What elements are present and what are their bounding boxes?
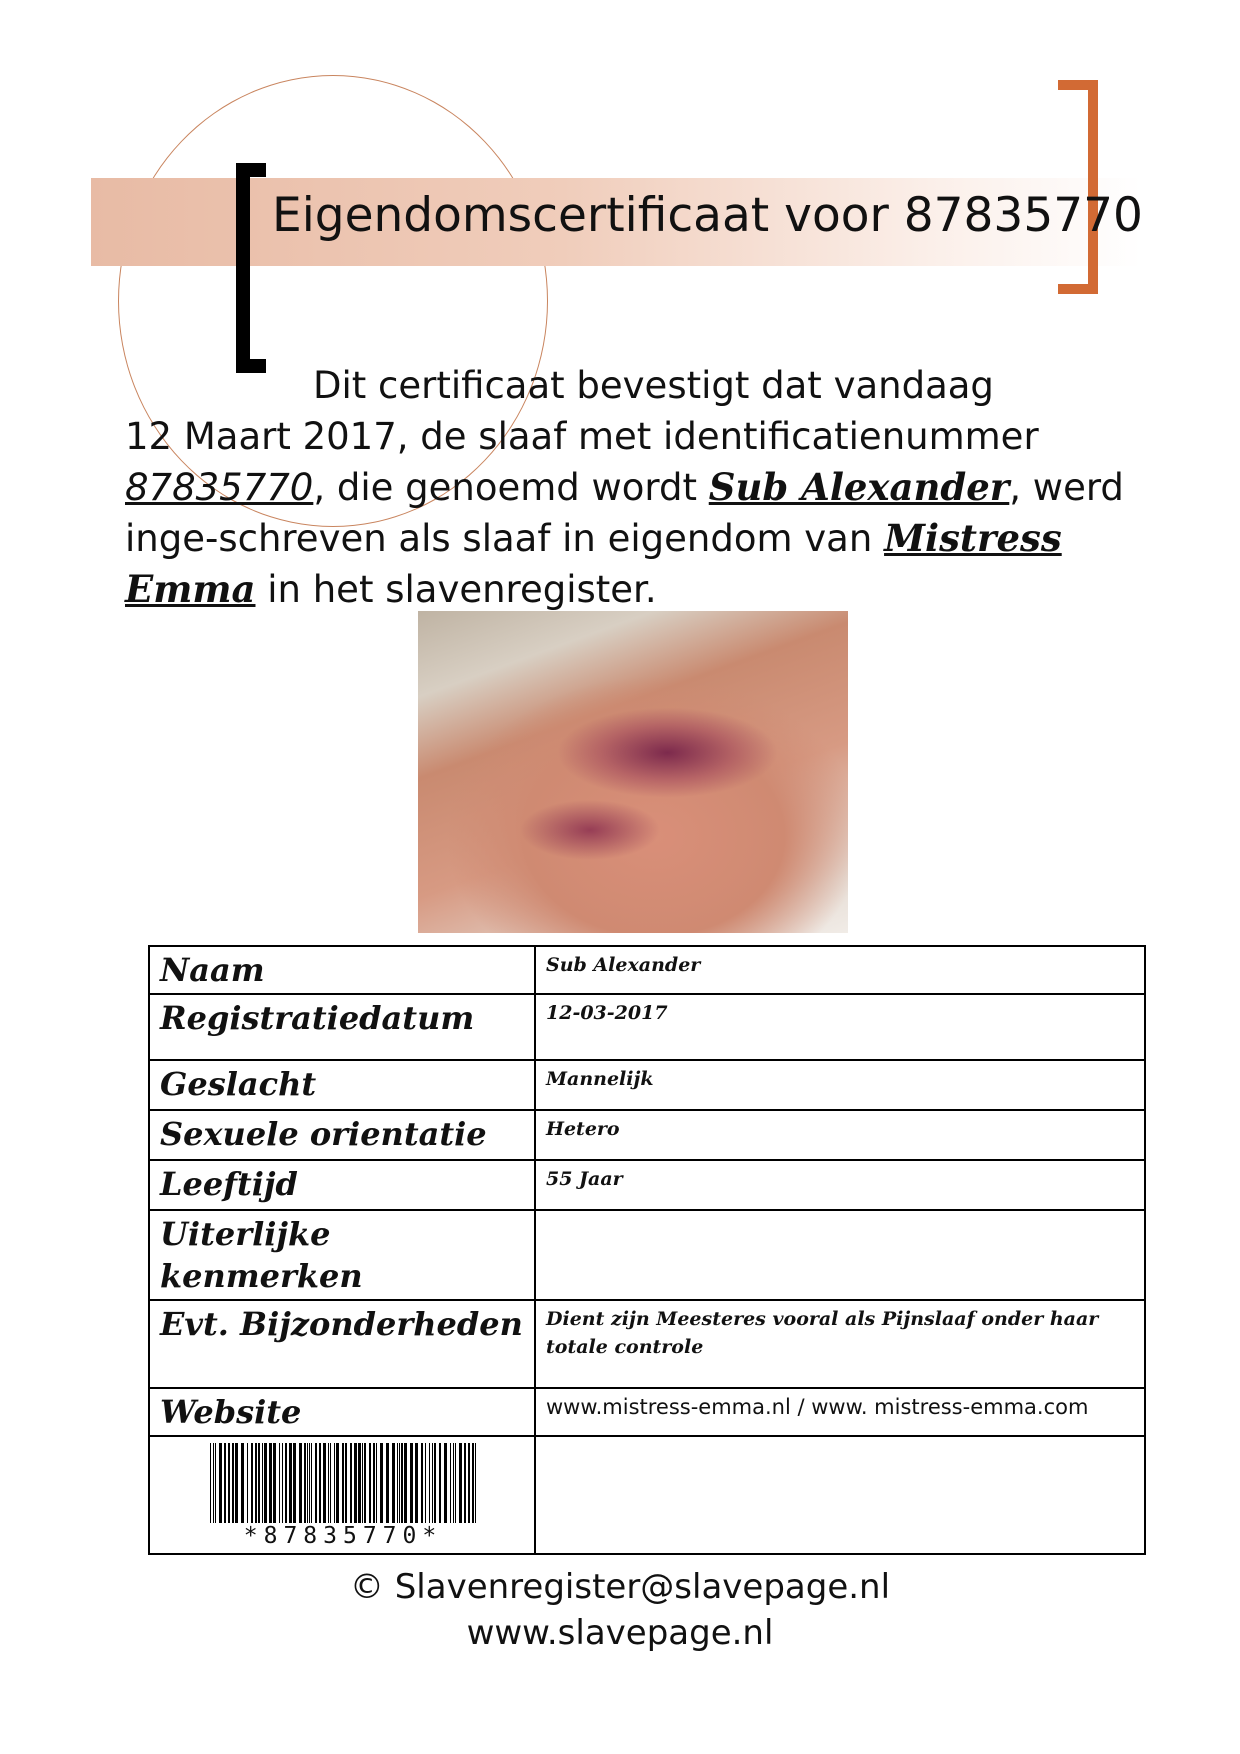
page-title: Eigendomscertificaat voor 87835770	[272, 188, 1143, 243]
row-label: Registratiedatum	[149, 994, 535, 1060]
statement-body	[125, 411, 1135, 615]
row-label: Sexuele orientatie	[149, 1110, 535, 1160]
left-bracket-decoration	[236, 163, 266, 373]
table-row	[149, 994, 1145, 1060]
table-row	[149, 1160, 1145, 1210]
website-link[interactable]: www.mistress-emma.nl / www. mistress-emma.com	[535, 1388, 1145, 1436]
row-label: Geslacht	[149, 1060, 535, 1110]
statement-end: in het slavenregister.	[255, 568, 657, 611]
footer	[0, 1564, 1240, 1656]
table-row	[149, 1210, 1145, 1300]
statement-id-number: 87835770	[125, 466, 314, 509]
statement-mid2: , werd inge-schreven als slaaf in eigendom van	[125, 466, 1124, 560]
row-label: Leeftijd	[149, 1160, 535, 1210]
statement-line1: Dit certificaat bevestigt dat vandaag	[313, 364, 994, 407]
statement-date: 12 Maart 2017, de slaaf met identificatienummer	[125, 415, 1039, 458]
table-row	[149, 1436, 1145, 1554]
table-row	[149, 1110, 1145, 1160]
table-row	[149, 946, 1145, 994]
row-label: Website	[149, 1388, 535, 1436]
row-label: Uiterlijke kenmerken	[149, 1210, 535, 1300]
barcode-text: *87835770*	[243, 1523, 443, 1549]
row-value: Hetero	[535, 1110, 1145, 1160]
row-value: 55 Jaar	[535, 1160, 1145, 1210]
barcode-icon	[210, 1443, 476, 1523]
footer-email[interactable]: © Slavenregister@slavepage.nl	[349, 1567, 891, 1607]
table-row	[149, 1388, 1145, 1436]
footer-site[interactable]: www.slavepage.nl	[466, 1613, 774, 1653]
table-row	[149, 1060, 1145, 1110]
info-table	[148, 945, 1146, 1555]
empty-cell	[535, 1436, 1145, 1554]
row-label: Naam	[149, 946, 535, 994]
barcode-cell	[149, 1436, 535, 1554]
row-value	[535, 1210, 1145, 1300]
row-label: Evt. Bijzonderheden	[149, 1300, 535, 1388]
row-value: 12-03-2017	[535, 994, 1145, 1060]
statement-owner-name: Mistress Emma	[125, 516, 1062, 611]
statement-mid: , die genoemd wordt	[313, 466, 709, 509]
photo	[418, 611, 848, 933]
row-value: Dient zijn Meesteres vooral als Pijnslaaf onder haar totale controle	[535, 1300, 1145, 1388]
statement-slave-name: Sub Alexander	[708, 465, 1010, 509]
certificate-statement	[125, 360, 1135, 615]
row-value: Mannelijk	[535, 1060, 1145, 1110]
row-value: Sub Alexander	[535, 946, 1145, 994]
table-row	[149, 1300, 1145, 1388]
